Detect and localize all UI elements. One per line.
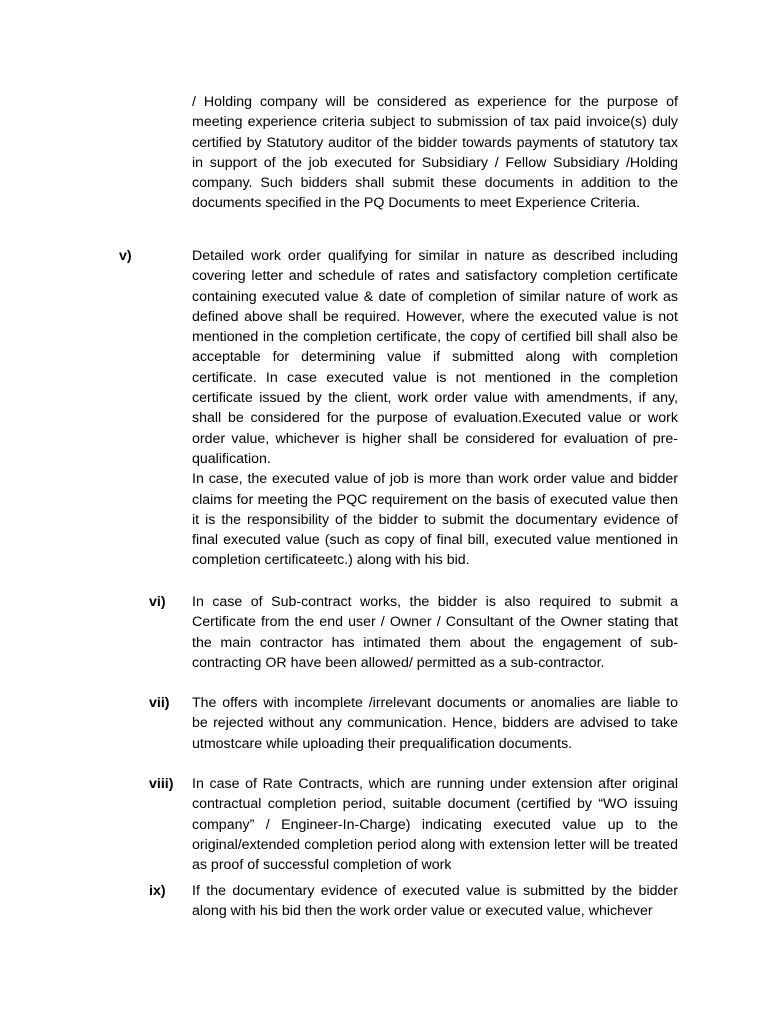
item-v <box>192 246 678 571</box>
item-marker-viii: viii) <box>149 776 174 792</box>
item-vii <box>192 693 678 754</box>
item-ix <box>192 881 678 922</box>
paragraph-text: / Holding company will be considered as experience for the purpose of meeting experience criteria subject to submission of tax paid invoice(s) duly certified by Statutory auditor of the bidder towards payments of statutory tax in support of the job executed for Subsidiary / Fellow Subsidiary /Holding company. Such bidders shall submit these documents in addition to the documents specified in the PQ Documents to meet Experience Criteria. <box>192 94 678 212</box>
item-ix-paragraph: If the documentary evidence of executed value is submitted by the bidder along with his bid then the work order value or executed value, whichever <box>192 883 678 920</box>
item-marker-vii: vii) <box>149 695 170 711</box>
item-v-paragraph-2: In case, the executed value of job is more than work order value and bidder claims for meeting the PQC requirement on the basis of executed value then it is the responsibility of the bidder to submit the documentary evidence of final executed value (such as copy of final bill, executed value mentioned in completion certificateetc.) along with his bid. <box>192 471 678 569</box>
item-marker-vi: vi) <box>149 594 166 610</box>
item-vi-paragraph: In case of Sub-contract works, the bidder is also required to submit a Certificate from the end user / Owner / Consultant of the Owner stating that the main contractor has intimated them about the engagement of sub-contracting OR have been allowed/ permitted as a sub-contractor. <box>192 594 678 671</box>
item-v-paragraph-1: Detailed work order qualifying for similar in nature as described including covering letter and schedule of rates and satisfactory completion certificate containing executed value & date of completion of similar nature of work as defined above shall be required. However, where the executed value is not mentioned in the completion certificate, the copy of certified bill shall also be acceptable for determining value if submitted along with completion certificate. In case executed value is not mentioned in the completion certificate issued by the client, work order value with amendments, if any, shall be considered for the purpose of evaluation.Executed value or work order value, whichever is higher shall be considered for evaluation of pre-qualification. <box>192 248 678 467</box>
item-vi <box>192 592 678 673</box>
item-marker-ix: ix) <box>149 883 166 899</box>
item-viii-paragraph: In case of Rate Contracts, which are running under extension after original contractual completion period, suitable document (certified by “WO issuing company” / Engineer-In-Charge) indicating executed value up to the original/extended completion period along with extension letter will be treated as proof of successful completion of work <box>192 776 678 874</box>
item-viii <box>192 774 678 875</box>
continuation-paragraph <box>192 92 678 214</box>
item-marker-v: v) <box>119 248 132 264</box>
item-vii-paragraph: The offers with incomplete /irrelevant documents or anomalies are liable to be rejected without any communication. Hence, bidders are advised to take utmostcare while uploading their prequalification documents. <box>192 695 678 752</box>
